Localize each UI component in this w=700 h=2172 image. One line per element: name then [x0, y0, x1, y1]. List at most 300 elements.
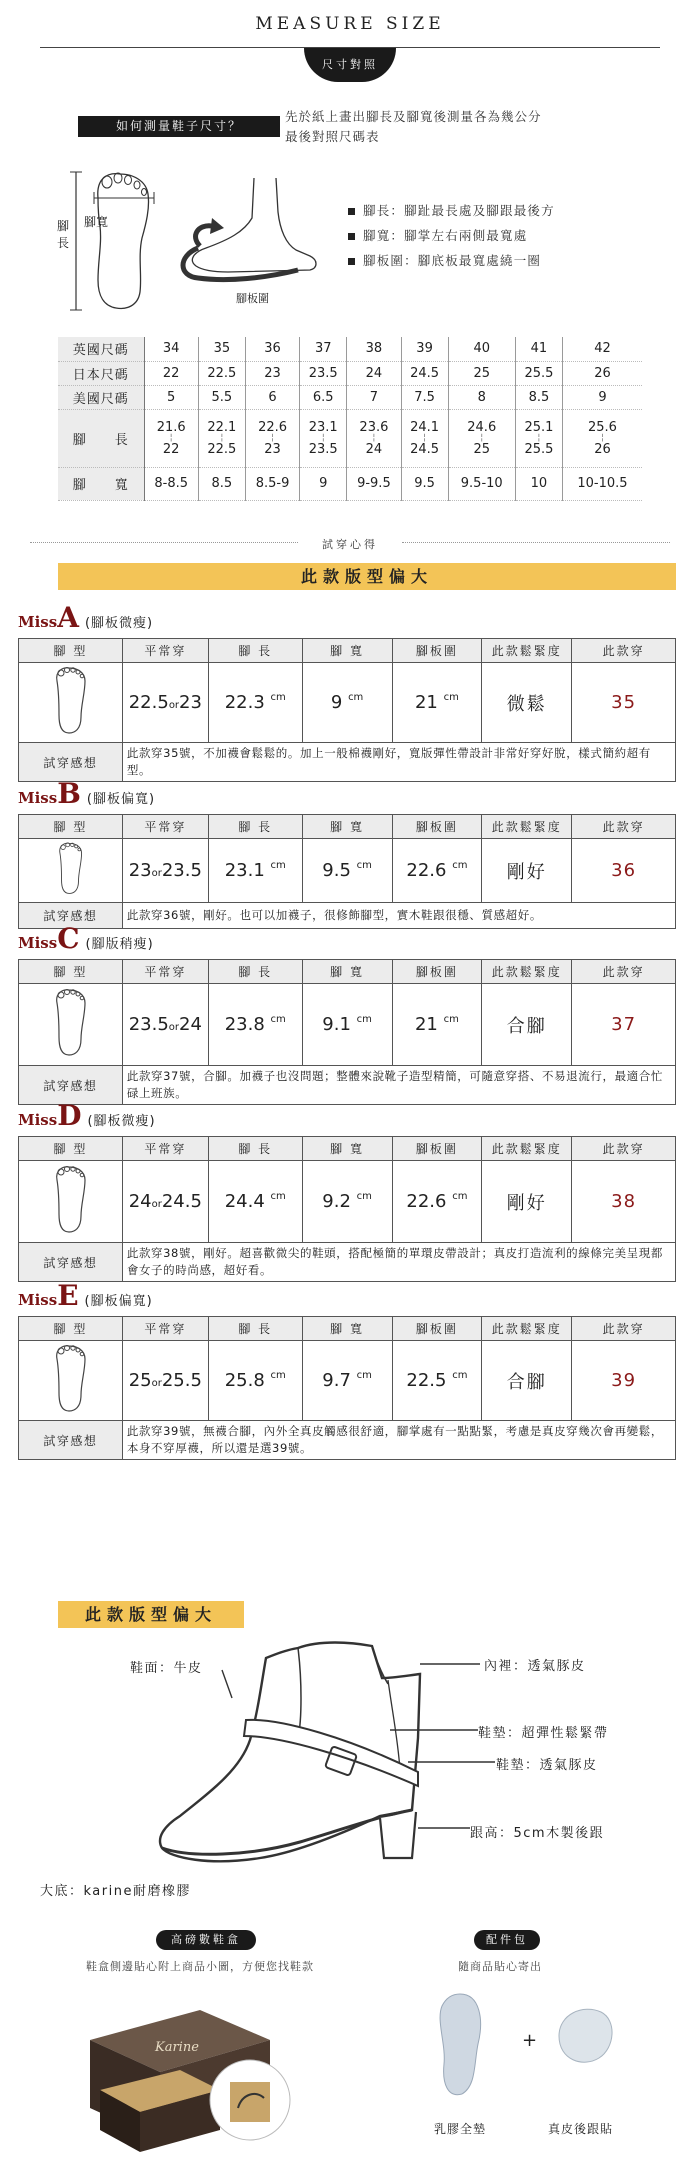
range-tick-icon: ¦ — [423, 432, 427, 443]
width-cell: 10-10.5 — [562, 467, 642, 500]
intro-line-2: 最後對照尺碼表 — [285, 129, 380, 144]
fit-header-row — [19, 815, 676, 839]
fit-header-cell: 腳 寬 — [302, 815, 392, 839]
range-tick-icon: ¦ — [220, 432, 224, 443]
length-min: 24.6 — [467, 419, 497, 435]
fit-comment-row — [19, 1243, 676, 1282]
length-min: 22.1 — [207, 419, 237, 435]
cm-unit: cm — [443, 1014, 459, 1025]
length-stack — [359, 420, 388, 457]
cm-unit: cm — [356, 1370, 372, 1381]
heel-pad-icon — [545, 1996, 625, 2076]
fit-header-cell: 此款鬆緊度 — [482, 1317, 572, 1341]
width-cell — [302, 1341, 392, 1421]
usual-size-a: 25 — [128, 1370, 152, 1391]
foot-width-label: 腳寬 — [84, 215, 109, 229]
cm-unit: cm — [270, 1191, 286, 1202]
row-uk — [58, 337, 642, 361]
width-cell: 9.5 — [401, 467, 448, 500]
page-title: MEASURE SIZE — [255, 14, 445, 34]
usual-size-a: 23.5 — [128, 1014, 169, 1035]
instep-value: 21 — [414, 692, 438, 713]
fit-cell: 剛好 — [482, 839, 572, 903]
width-value: 9 — [330, 692, 343, 713]
length-min: 23.1 — [308, 419, 338, 435]
fit-header-row — [19, 1317, 676, 1341]
bullet-instep-text: 腳板圍：腳底板最寬處繞一圈 — [363, 253, 542, 268]
cm-unit: cm — [270, 1014, 286, 1025]
width-cell: 9-9.5 — [347, 467, 401, 500]
length-stack — [524, 420, 553, 457]
cm-unit: cm — [270, 1370, 286, 1381]
us-cell: 9 — [562, 385, 642, 409]
fit-header-cell: 腳 寬 — [302, 960, 392, 984]
fit-banner: 此款版型偏大 — [58, 563, 676, 590]
width-cell — [302, 663, 392, 743]
toe-cell — [19, 663, 123, 743]
usual-size-cell — [122, 663, 208, 743]
fit-header-cell: 腳 型 — [19, 1137, 123, 1161]
fit-header-cell: 此款鬆緊度 — [482, 815, 572, 839]
fit-header-cell: 此款穿 — [572, 1137, 676, 1161]
uk-cell: 34 — [144, 337, 198, 361]
length-value: 25.8 — [224, 1370, 265, 1391]
length-cell — [208, 1341, 302, 1421]
toe-shape-icon — [47, 1343, 93, 1413]
or-word: or — [151, 1199, 162, 1210]
range-tick-icon: ¦ — [169, 432, 173, 443]
miss-word: Miss — [18, 1111, 58, 1129]
tester-title — [18, 922, 154, 955]
length-stack — [258, 420, 287, 457]
length-stack — [410, 420, 439, 457]
or-word: or — [151, 1378, 162, 1389]
lining-callout: 內裡：透氣豚皮 — [484, 1655, 586, 1674]
tester-note: (腳版稍瘦) — [85, 937, 154, 952]
feel-comment: 此款穿35號，不加襪會鬆鬆的。加上一般棉襪剛好，寬版彈性帶設計非常好穿好脫，樣式簡約超有型。 — [122, 743, 675, 782]
usual-size-b: 24 — [179, 1014, 202, 1035]
instep-cell — [392, 663, 482, 743]
bullet-width-text: 腳寬：腳掌左右兩側最寬處 — [363, 228, 528, 243]
cm-unit: cm — [270, 860, 286, 871]
width-cell: 8.5 — [198, 467, 245, 500]
length-max: 23.5 — [308, 441, 338, 457]
row-us — [58, 385, 642, 409]
accessory-pill: 配件包 — [474, 1930, 540, 1950]
len-cell — [562, 409, 642, 467]
length-min: 23.6 — [359, 419, 389, 435]
toe-shape-icon — [47, 986, 93, 1058]
fit-header-cell: 腳板圍 — [392, 815, 482, 839]
usual-size-a: 23 — [128, 860, 152, 881]
usual-size-b: 23 — [179, 692, 202, 713]
tester-letter: B — [57, 777, 81, 810]
cm-unit: cm — [443, 692, 459, 703]
width-value: 9.1 — [322, 1014, 351, 1035]
fit-header-cell: 此款穿 — [572, 639, 676, 663]
bullet-length — [348, 198, 555, 223]
usual-size-cell — [122, 1341, 208, 1421]
len-cell — [198, 409, 245, 467]
width-cell: 9.5-10 — [448, 467, 515, 500]
us-cell: 7 — [347, 385, 401, 409]
foot-length-label: 腳長 — [57, 219, 70, 250]
usual-size-a: 22.5 — [128, 692, 169, 713]
fit-header-cell: 腳 型 — [19, 815, 123, 839]
length-value: 22.3 — [224, 692, 265, 713]
try-subtitle: 試穿心得 — [322, 538, 378, 551]
us-cell: 5 — [144, 385, 198, 409]
uk-label: 英國尺碼 — [58, 337, 144, 361]
box-text: 鞋盒側邊貼心附上商品小圖，方便您找鞋款 — [86, 1960, 314, 1973]
fit-comment-row — [19, 743, 676, 782]
tester-title — [18, 1099, 156, 1132]
usual-size-cell — [122, 984, 208, 1066]
length-value: 23.1 — [224, 860, 265, 881]
range-tick-icon: ¦ — [321, 432, 325, 443]
uk-cell: 35 — [198, 337, 245, 361]
box-pill: 高磅數鞋盒 — [156, 1930, 256, 1950]
fit-header-cell: 此款鬆緊度 — [482, 639, 572, 663]
toe-shape-icon — [47, 841, 93, 895]
length-min: 25.1 — [524, 419, 554, 435]
length-value: 24.4 — [224, 1191, 265, 1212]
row-jp — [58, 361, 642, 385]
or-word: or — [168, 700, 180, 711]
fit-value-row — [19, 839, 676, 903]
tester-title — [18, 601, 154, 634]
size-cell: 36 — [572, 839, 676, 903]
feel-label: 試穿感想 — [19, 1066, 123, 1105]
or-word: or — [151, 868, 162, 879]
fit-header-cell: 此款鬆緊度 — [482, 960, 572, 984]
cm-unit: cm — [356, 1191, 372, 1202]
us-cell: 8 — [448, 385, 515, 409]
bullet-length-text: 腳長：腳趾最長處及腳跟最後方 — [363, 203, 555, 218]
fit-header-cell: 平常穿 — [122, 639, 208, 663]
instep-label: 腳板圍 — [236, 292, 269, 305]
bullet-width — [348, 223, 555, 248]
miss-word: Miss — [18, 934, 58, 952]
miss-word: Miss — [18, 613, 58, 631]
fit-header-cell: 腳 長 — [208, 960, 302, 984]
us-cell: 8.5 — [515, 385, 562, 409]
width-cell: 8-8.5 — [144, 467, 198, 500]
fit-header-cell: 腳板圍 — [392, 1317, 482, 1341]
uk-cell: 41 — [515, 337, 562, 361]
cm-unit: cm — [452, 1191, 468, 1202]
tester-letter: A — [57, 601, 79, 634]
fit-value-row — [19, 1161, 676, 1243]
toe-shape-icon — [47, 1163, 93, 1235]
width-cell: 8.5-9 — [245, 467, 299, 500]
size-chart-table — [58, 337, 642, 501]
cm-unit: cm — [348, 692, 364, 703]
toe-cell — [19, 984, 123, 1066]
fit-header-row — [19, 960, 676, 984]
jp-cell: 25.5 — [515, 361, 562, 385]
cm-unit: cm — [452, 860, 468, 871]
instep-value: 21 — [414, 1014, 438, 1035]
fit-header-cell: 此款鬆緊度 — [482, 1137, 572, 1161]
fit-header-cell: 腳板圍 — [392, 639, 482, 663]
row-width — [58, 467, 642, 500]
fit-header-cell: 腳 型 — [19, 1317, 123, 1341]
length-value: 23.8 — [224, 1014, 265, 1035]
fit-header-cell: 此款穿 — [572, 815, 676, 839]
fit-cell: 剛好 — [482, 1161, 572, 1243]
howto-intro — [285, 107, 542, 147]
uk-cell: 36 — [245, 337, 299, 361]
us-cell: 7.5 — [401, 385, 448, 409]
size-cell: 35 — [572, 663, 676, 743]
tester-letter: D — [57, 1099, 82, 1132]
usual-size-cell — [122, 839, 208, 903]
jp-cell: 23 — [245, 361, 299, 385]
upper-callout: 鞋面：牛皮 — [130, 1657, 203, 1676]
length-min: 25.6 — [587, 419, 617, 435]
row-length — [58, 409, 642, 467]
miss-word: Miss — [18, 1291, 58, 1309]
jp-cell: 22.5 — [198, 361, 245, 385]
tester-note: (腳板微瘦) — [84, 616, 154, 631]
sole-callout: 大底：karine耐磨橡膠 — [40, 1880, 191, 1899]
fit-header-cell: 腳 寬 — [302, 1317, 392, 1341]
jp-cell: 22 — [144, 361, 198, 385]
size-cell: 37 — [572, 984, 676, 1066]
fit-header-cell: 平常穿 — [122, 1137, 208, 1161]
fit-header-cell: 腳 寬 — [302, 639, 392, 663]
tester-note: (腳板偏寬) — [86, 792, 156, 807]
fit-comment-row — [19, 1066, 676, 1105]
jp-cell: 25 — [448, 361, 515, 385]
box-brand: Karine — [155, 2040, 199, 2055]
fit-header-cell: 腳 型 — [19, 960, 123, 984]
fit-header-cell: 此款穿 — [572, 1317, 676, 1341]
uk-cell: 38 — [347, 337, 401, 361]
width-cell — [302, 984, 392, 1066]
size-cell: 39 — [572, 1341, 676, 1421]
instep-cell — [392, 1341, 482, 1421]
latex-insole-label: 乳膠全墊 — [434, 2122, 487, 2136]
us-cell: 6.5 — [300, 385, 347, 409]
toe-cell — [19, 1161, 123, 1243]
instep-value: 22.5 — [406, 1370, 447, 1391]
cm-unit: cm — [452, 1370, 468, 1381]
fit-table — [18, 1316, 676, 1460]
len-cell — [347, 409, 401, 467]
fit-header-cell: 腳 型 — [19, 639, 123, 663]
cm-unit: cm — [356, 860, 372, 871]
length-stack — [467, 420, 496, 457]
fit-header-cell: 平常穿 — [122, 815, 208, 839]
usual-size-b: 24.5 — [161, 1191, 202, 1212]
fit-header-cell: 腳 長 — [208, 639, 302, 663]
fit-table — [18, 959, 676, 1105]
tester-note: (腳板微瘦) — [87, 1114, 156, 1129]
feel-label: 試穿感想 — [19, 1243, 123, 1282]
uk-cell: 39 — [401, 337, 448, 361]
tester-title — [18, 1279, 153, 1312]
cm-unit: cm — [270, 692, 286, 703]
feel-label: 試穿感想 — [19, 903, 123, 929]
fit-header-cell: 平常穿 — [122, 960, 208, 984]
accessory-text: 隨商品貼心寄出 — [458, 1960, 542, 1973]
feel-label: 試穿感想 — [19, 743, 123, 782]
fit-header-cell: 此款穿 — [572, 960, 676, 984]
length-cell — [208, 1161, 302, 1243]
us-cell: 6 — [245, 385, 299, 409]
length-max: 24.5 — [410, 441, 440, 457]
usual-size-a: 24 — [128, 1191, 152, 1212]
length-max: 22 — [162, 441, 180, 457]
instep-cell — [392, 984, 482, 1066]
intro-line-1: 先於紙上畫出腳長及腳寬後測量各為幾公分 — [285, 109, 542, 124]
jp-label: 日本尺碼 — [58, 361, 144, 385]
size-cell: 38 — [572, 1161, 676, 1243]
instep-cell — [392, 1161, 482, 1243]
uk-cell: 42 — [562, 337, 642, 361]
latex-insole-icon — [430, 1990, 490, 2100]
measure-bullets — [348, 198, 555, 273]
fit-header-cell: 腳板圍 — [392, 960, 482, 984]
length-min: 21.6 — [156, 419, 186, 435]
range-tick-icon: ¦ — [271, 432, 275, 443]
fit-header-cell: 平常穿 — [122, 1317, 208, 1341]
plus-sign: + — [522, 2030, 538, 2051]
bullet-instep — [348, 248, 555, 273]
length-cell — [208, 984, 302, 1066]
range-tick-icon: ¦ — [480, 432, 484, 443]
range-tick-icon: ¦ — [537, 432, 541, 443]
fit-table — [18, 814, 676, 929]
length-label: 腳 長 — [58, 409, 144, 467]
header-tab: 尺寸對照 — [304, 48, 396, 82]
length-min: 24.1 — [410, 419, 440, 435]
length-stack — [588, 420, 617, 457]
uk-cell: 37 — [300, 337, 347, 361]
jp-cell: 26 — [562, 361, 642, 385]
length-stack — [309, 420, 338, 457]
length-cell — [208, 839, 302, 903]
width-cell: 10 — [515, 467, 562, 500]
instep-cell — [392, 839, 482, 903]
bullet-square-icon — [348, 208, 355, 215]
bullet-square-icon — [348, 233, 355, 240]
width-cell — [302, 839, 392, 903]
instep-value: 22.6 — [406, 860, 447, 881]
width-label: 腳 寬 — [58, 467, 144, 500]
tester-letter: E — [57, 1279, 79, 1312]
fit-value-row — [19, 1341, 676, 1421]
heel-callout: 跟高：5cm木製後跟 — [470, 1822, 604, 1841]
len-cell — [515, 409, 562, 467]
fit-table — [18, 638, 676, 782]
shoebox-illustration — [70, 1990, 300, 2160]
length-max: 22.5 — [207, 441, 237, 457]
tester-title — [18, 777, 156, 810]
toe-shape-icon — [47, 665, 93, 735]
width-cell: 9 — [300, 467, 347, 500]
boot-banner: 此款版型偏大 — [58, 1601, 244, 1628]
length-cell — [208, 663, 302, 743]
heel-pad-label: 真皮後跟貼 — [548, 2122, 614, 2136]
len-cell — [300, 409, 347, 467]
fit-comment-row — [19, 1421, 676, 1460]
jp-cell: 24 — [347, 361, 401, 385]
length-max: 25 — [473, 441, 491, 457]
len-cell — [448, 409, 515, 467]
fit-header-cell: 腳 長 — [208, 815, 302, 839]
feel-comment: 此款穿36號，剛好。也可以加襪子，很修飾腳型，實木鞋跟很穩、質感超好。 — [122, 903, 675, 929]
length-max: 25.5 — [524, 441, 554, 457]
usual-size-b: 25.5 — [161, 1370, 202, 1391]
tester-letter: C — [57, 922, 80, 955]
or-word: or — [168, 1022, 180, 1033]
fit-header-row — [19, 639, 676, 663]
len-cell — [144, 409, 198, 467]
fit-header-row — [19, 1137, 676, 1161]
feel-label: 試穿感想 — [19, 1421, 123, 1460]
toe-cell — [19, 839, 123, 903]
fit-value-row — [19, 663, 676, 743]
range-tick-icon: ¦ — [372, 432, 376, 443]
toe-cell — [19, 1341, 123, 1421]
length-max: 23 — [264, 441, 281, 457]
length-stack — [207, 420, 236, 457]
instep-value: 22.6 — [406, 1191, 447, 1212]
feel-comment: 此款穿37號，合腳。加襪子也沒問題；整體來說靴子造型精簡，可隨意穿搭、不易退流行，最適合忙碌上班族。 — [122, 1066, 675, 1105]
insole-callout: 鞋墊：透氣豚皮 — [496, 1754, 598, 1773]
fit-header-cell: 腳 長 — [208, 1137, 302, 1161]
length-max: 26 — [594, 441, 611, 457]
fit-header-cell: 腳 長 — [208, 1317, 302, 1341]
range-tick-icon: ¦ — [600, 432, 604, 443]
us-cell: 5.5 — [198, 385, 245, 409]
len-cell — [401, 409, 448, 467]
fit-cell: 合腳 — [482, 984, 572, 1066]
width-value: 9.5 — [322, 860, 351, 881]
strap-callout: 鞋墊：超彈性鬆緊帶 — [478, 1722, 609, 1741]
howto-label: 如何測量鞋子尺寸？ — [78, 116, 280, 137]
len-cell — [245, 409, 299, 467]
fit-cell: 微鬆 — [482, 663, 572, 743]
bullet-square-icon — [348, 258, 355, 265]
us-label: 美國尺碼 — [58, 385, 144, 409]
jp-cell: 23.5 — [300, 361, 347, 385]
uk-cell: 40 — [448, 337, 515, 361]
fit-cell: 合腳 — [482, 1341, 572, 1421]
fit-header-cell: 腳 寬 — [302, 1137, 392, 1161]
width-value: 9.2 — [322, 1191, 351, 1212]
cm-unit: cm — [356, 1014, 372, 1025]
fit-header-cell: 腳板圍 — [392, 1137, 482, 1161]
miss-word: Miss — [18, 789, 58, 807]
fit-table — [18, 1136, 676, 1282]
side-foot-illustration — [168, 178, 323, 298]
length-min: 22.6 — [258, 419, 288, 435]
length-max: 24 — [365, 441, 383, 457]
tester-note: (腳板偏寬) — [84, 1294, 153, 1309]
feel-comment: 此款穿39號，無襪合腳，內外全真皮觸感很舒適，腳掌處有一點點緊，考慮是真皮穿幾次會再變鬆，本身不穿厚襪，所以還是選39號。 — [122, 1421, 675, 1460]
length-stack — [157, 420, 186, 457]
usual-size-b: 23.5 — [161, 860, 202, 881]
width-cell — [302, 1161, 392, 1243]
fit-value-row — [19, 984, 676, 1066]
jp-cell: 24.5 — [401, 361, 448, 385]
width-value: 9.7 — [322, 1370, 351, 1391]
feel-comment: 此款穿38號，剛好。超喜歡微尖的鞋頭，搭配極簡的單環皮帶設計；真皮打造流利的線條完美呈現都會女子的時尚感，超好看。 — [122, 1243, 675, 1282]
